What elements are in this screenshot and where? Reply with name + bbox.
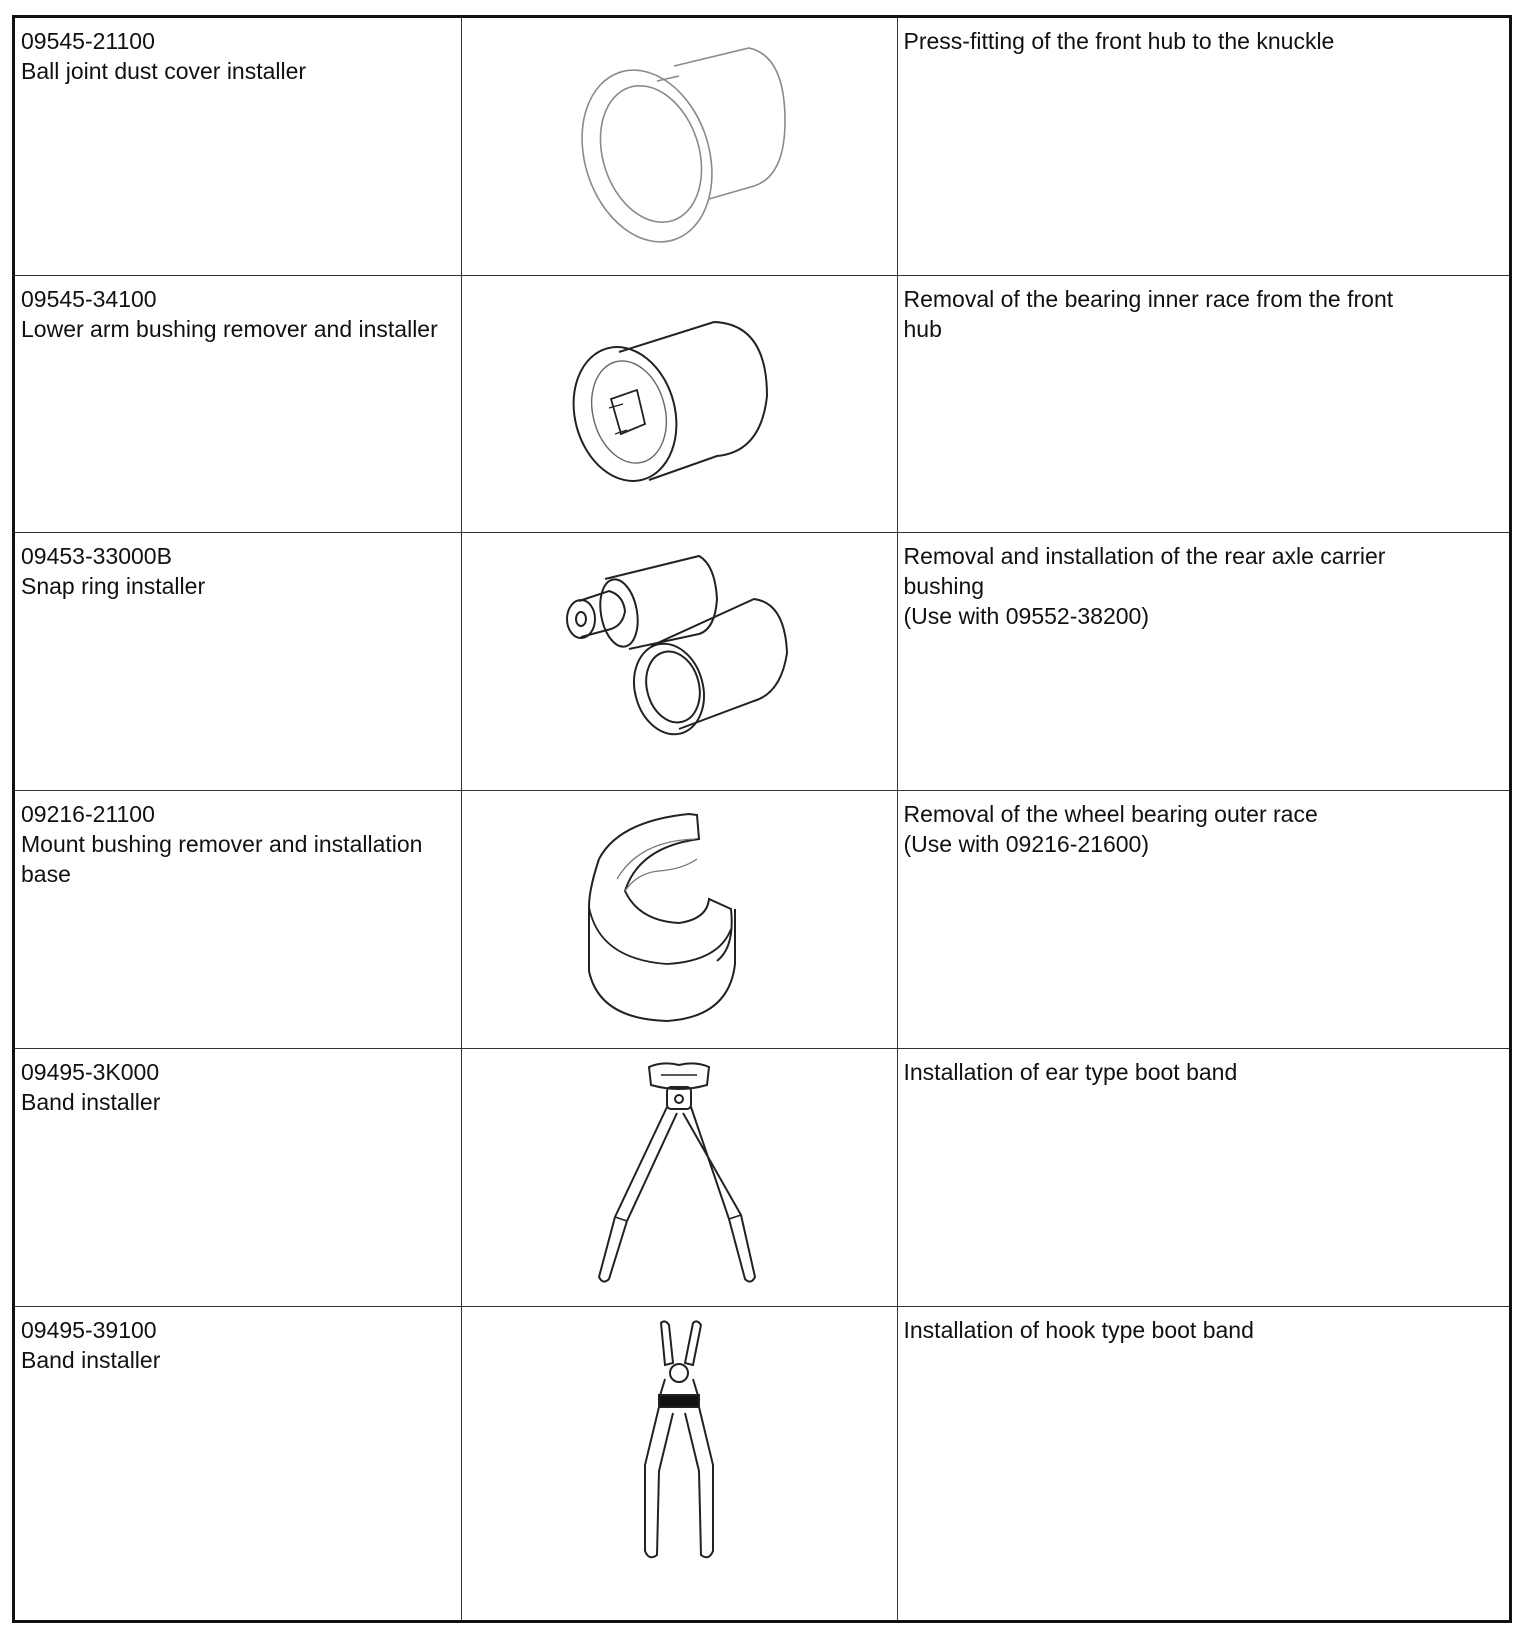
table-row (15, 275, 1509, 532)
tool-purpose-cell (897, 275, 1509, 532)
snap-ring-installer-icon (539, 541, 819, 761)
special-tools-sheet (12, 15, 1512, 1623)
tool-code: 09216-21100 (21, 800, 155, 827)
tool-id-cell (15, 1306, 461, 1620)
tool-name: base (21, 860, 71, 887)
ear-band-pliers-icon (579, 1057, 779, 1297)
tool-illustration-cell (461, 18, 897, 275)
tool-name: Mount bushing remover and installation (21, 830, 423, 857)
tool-purpose-cell (897, 1048, 1509, 1306)
table-row (15, 1306, 1509, 1620)
purpose-text: hub (903, 315, 942, 342)
special-tools-table (15, 18, 1509, 1620)
bushing-remover-icon (549, 284, 809, 504)
tool-name: Ball joint dust cover installer (21, 58, 307, 84)
bushing-installer-icon (549, 26, 809, 246)
purpose-text: bushing (903, 572, 985, 599)
tool-name: Band installer (21, 1346, 161, 1373)
purpose-text: Installation of hook type boot band (903, 1316, 1254, 1343)
tool-id-cell (15, 18, 461, 275)
tool-name: Lower arm bushing remover and installer (21, 315, 438, 342)
tool-id-cell (15, 790, 461, 1048)
tool-illustration-cell (461, 1306, 897, 1620)
tool-illustration-cell (461, 1048, 897, 1306)
tool-code: 09545-21100 (21, 28, 155, 54)
purpose-text: Installation of ear type boot band (903, 1058, 1238, 1085)
purpose-text: Removal and installation of the rear axle carrier (903, 542, 1386, 569)
tool-illustration-cell (461, 275, 897, 532)
tool-code: 09453-33000B (21, 542, 172, 569)
purpose-text: Removal of the bearing inner race from the front (903, 285, 1394, 312)
tool-illustration-cell (461, 532, 897, 790)
table-row (15, 1048, 1509, 1306)
hook-band-pliers-icon (619, 1315, 739, 1565)
tool-purpose-cell (897, 18, 1509, 275)
tool-purpose-cell (897, 532, 1509, 790)
purpose-text: (Use with 09552-38200) (903, 602, 1149, 629)
purpose-text: Press-fitting of the front hub to the knuckle (903, 28, 1335, 54)
tool-id-cell (15, 275, 461, 532)
table-row (15, 18, 1509, 275)
tool-illustration-cell (461, 790, 897, 1048)
installation-base-icon (559, 799, 799, 1029)
tool-code: 09495-39100 (21, 1316, 157, 1343)
tool-code: 09495-3K000 (21, 1058, 160, 1085)
tool-purpose-cell (897, 1306, 1509, 1620)
purpose-text: (Use with 09216-21600) (903, 830, 1149, 857)
table-row (15, 532, 1509, 790)
tool-purpose-cell (897, 790, 1509, 1048)
tool-code: 09545-34100 (21, 285, 157, 312)
table-row (15, 790, 1509, 1048)
tool-id-cell (15, 1048, 461, 1306)
tool-name: Band installer (21, 1088, 161, 1115)
purpose-text: Removal of the wheel bearing outer race (903, 800, 1318, 827)
tool-id-cell (15, 532, 461, 790)
tool-name: Snap ring installer (21, 572, 206, 599)
